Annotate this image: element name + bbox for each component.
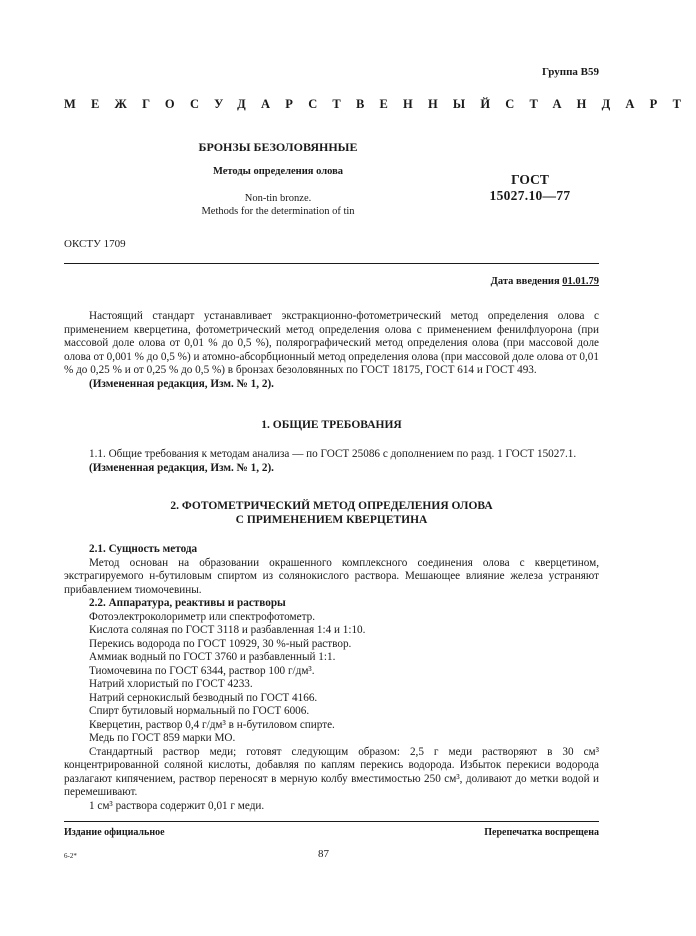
intro-paragraph: Настоящий стандарт устанавливает экстракционно-фотометрический метод определения олова с применением кверцетина, фотометрический метод определения олова с применением фенилфлуорона (при массовой доле олова от 0,01 % до 0,5 %), полярографический метод определения олова (при массовой доле олова от 0,001 % до 0,5 %) и атомно-абсорбционный метод определения олова (при массовой доле олова от 0,01 % до 0,25 % и от 0,25 % до 0,5 %) в бронзах безоловянных по ГОСТ 18175, ГОСТ 614 и ГОСТ 493. (64, 310, 599, 376)
official-edition-note: Издание официальное (64, 827, 165, 838)
english-title-line2: Methods for the determination of tin (201, 206, 355, 217)
effective-date-value: 01.01.79 (562, 276, 599, 287)
copper-concentration: 1 см³ раствора содержит 0,01 г меди. (89, 799, 265, 812)
header-divider (64, 263, 599, 264)
intro-block (64, 310, 599, 391)
reagent-item: Тиомочевина по ГОСТ 6344, раствор 100 г/дм³. (89, 664, 315, 677)
reagent-item: Натрий сернокислый безводный по ГОСТ 4166. (89, 691, 318, 704)
reagent-item: Медь по ГОСТ 859 марки МО. (89, 732, 236, 744)
section2-heading-line1: 2. ФОТОМЕТРИЧЕСКИЙ МЕТОД ОПРЕДЕЛЕНИЯ ОЛОВА (170, 500, 493, 512)
group-code: Группа В59 (541, 66, 599, 78)
reprint-prohibited-note: Перепечатка воспрещена (484, 827, 599, 838)
subsection-2-1-heading: 2.1. Сущность метода (89, 543, 198, 555)
copper-standard-solution: Стандартный раствор меди; готовят следующим образом: 2,5 г меди растворяют в 30 см³ концентрированной соляной кислоты, добавляя по каплям перекись водорода. Избыток перекиси водорода разлагают кипячением, раствор переносят в мерную колбу вместимостью 250 см³, доливают до метки водой и перемешивают. (64, 745, 599, 798)
reagent-item: Натрий хлористый по ГОСТ 4233. (89, 678, 253, 690)
section1-heading: 1. ОБЩИЕ ТРЕБОВАНИЯ (261, 419, 402, 431)
section1-revision-note: (Измененная редакция, Изм. № 1, 2). (89, 461, 274, 474)
gost-number: 15027.10—77 (489, 188, 571, 203)
gost-label: ГОСТ (511, 172, 549, 187)
intro-revision-note: (Измененная редакция, Изм. № 1, 2). (89, 377, 274, 390)
document-subtitle: Методы определения олова (212, 166, 344, 177)
reagent-item: Кислота соляная по ГОСТ 3118 и разбавленная 1:4 и 1:10. (89, 624, 366, 636)
reagent-item: Спирт бутиловый нормальный по ГОСТ 6006. (89, 705, 310, 717)
section2-heading-line2: С ПРИМЕНЕНИЕМ КВЕРЦЕТИНА (235, 514, 428, 526)
reagent-item: Фотоэлектроколориметр или спектрофотометр. (89, 610, 315, 623)
banner-interstate: МЕЖГОСУДАРСТВЕННЫЙ (64, 97, 506, 111)
footer-divider (64, 821, 599, 822)
okstu-code: ОКСТУ 1709 (64, 238, 126, 250)
english-title-line1: Non-tin bronze. (244, 193, 312, 204)
printer-signature: 6-2* (64, 852, 77, 860)
subsection-2-1-text: Метод основан на образовании окрашенного комплексного соединения олова с кверцетином, экстрагируемого н-бутиловым спиртом из солянокислого раствора. Мешающее влияние железа устраняют прибавлением тиомочевины. (64, 556, 599, 596)
banner-standard: СТАНДАРТ (505, 97, 696, 111)
section2-block (64, 543, 599, 813)
document-title: БРОНЗЫ БЕЗОЛОВЯННЫЕ (198, 140, 358, 154)
effective-date-label: Дата введения (490, 276, 560, 287)
section1-paragraph: 1.1. Общие требования к методам анализа — по ГОСТ 25086 с дополнением по разд. 1 ГОСТ 15027.1. (89, 448, 577, 460)
section1-block (64, 448, 599, 475)
standard-banner (64, 97, 696, 112)
reagent-item: Аммиак водный по ГОСТ 3760 и разбавленный 1:1. (89, 651, 336, 663)
reagent-item: Кверцетин, раствор 0,4 г/дм³ в н-бутиловом спирте. (89, 718, 335, 731)
subsection-2-2-heading: 2.2. Аппаратура, реактивы и растворы (89, 597, 286, 609)
reagent-item: Перекись водорода по ГОСТ 10929, 30 %-ный раствор. (89, 637, 352, 650)
page-number: 87 (318, 848, 329, 860)
effective-date (491, 276, 599, 287)
